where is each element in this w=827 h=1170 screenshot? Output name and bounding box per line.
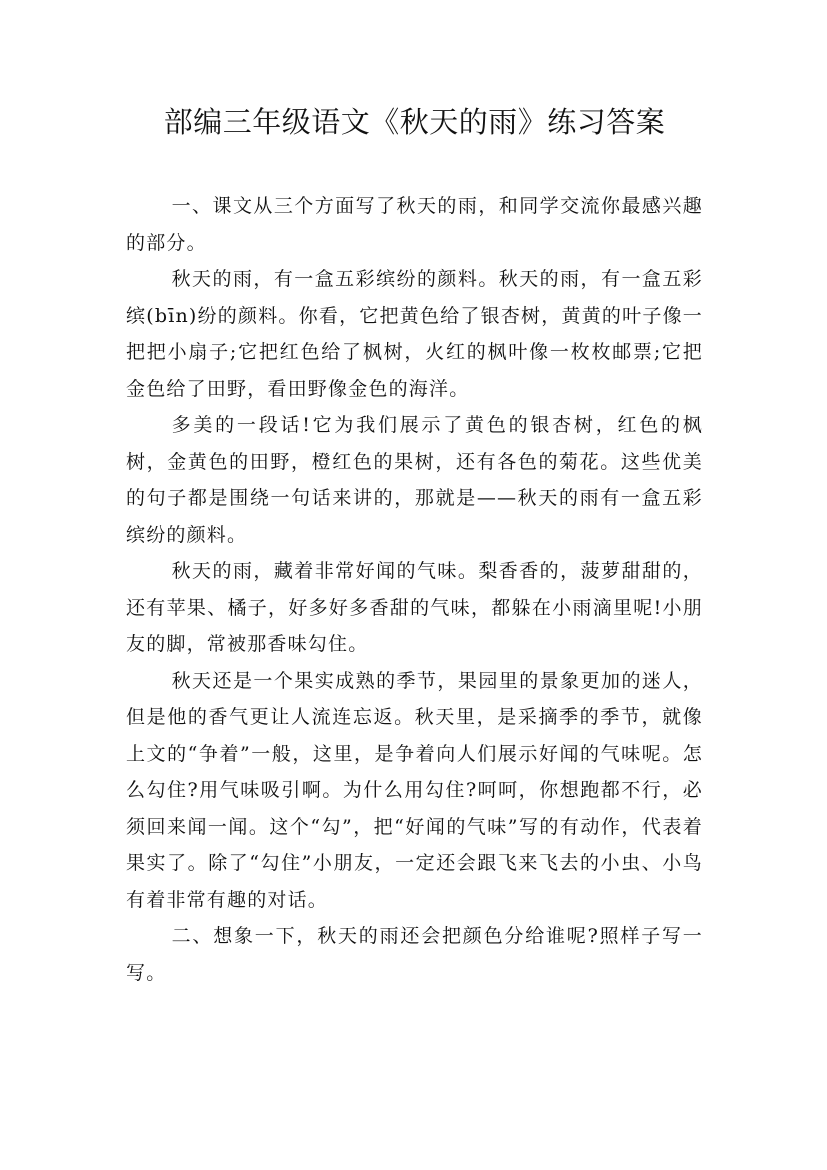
paragraph-smells-analysis: 秋天还是一个果实成熟的季节，果园里的景象更加的迷人，但是他的香气更让人流连忘返。秋天里，是采摘季的季节，就像上文的“争着”一般，这里，是争着向人们展示好闻的气味呢。怎么勾住?用气味吸引啊。为什么用勾住?呵呵，你想跑都不行，必须回来闻一闻。这个“勾”，把“好闻的气味”写的有动作，代表着果实了。除了“勾住”小朋友，一定还会跟飞来飞去的小虫、小鸟有着非常有趣的对话。 xyxy=(126,669,703,911)
paragraph-colors-analysis: 多美的一段话!它为我们展示了黄色的银杏树，红色的枫树，金黄色的田野，橙红色的果树，还有各色的菊花。这些优美的句子都是围绕一句话来讲的，那就是——秋天的雨有一盒五彩缤纷的颜料。 xyxy=(126,414,703,546)
document-body xyxy=(126,188,703,991)
paragraph-smells: 秋天的雨，藏着非常好闻的气味。梨香香的，菠萝甜甜的，还有苹果、橘子，好多好多香甜的气味，都躲在小雨滴里呢!小朋友的脚，常被那香味勾住。 xyxy=(126,560,703,655)
paragraph-question-1: 一、课文从三个方面写了秋天的雨，和同学交流你最感兴趣的部分。 xyxy=(126,195,703,254)
paragraph-question-2: 二、想象一下，秋天的雨还会把颜色分给谁呢?照样子写一写。 xyxy=(126,925,703,984)
paragraph-colors: 秋天的雨，有一盒五彩缤纷的颜料。秋天的雨，有一盒五彩缤(bīn)纷的颜料。你看，它把黄色给了银杏树，黄黄的叶子像一把把小扇子;它把红色给了枫树，火红的枫叶像一枚枚邮票;它把金色给了田野，看田野像金色的海洋。 xyxy=(126,268,703,400)
document-title: 部编三年级语文《秋天的雨》练习答案 xyxy=(163,105,666,139)
